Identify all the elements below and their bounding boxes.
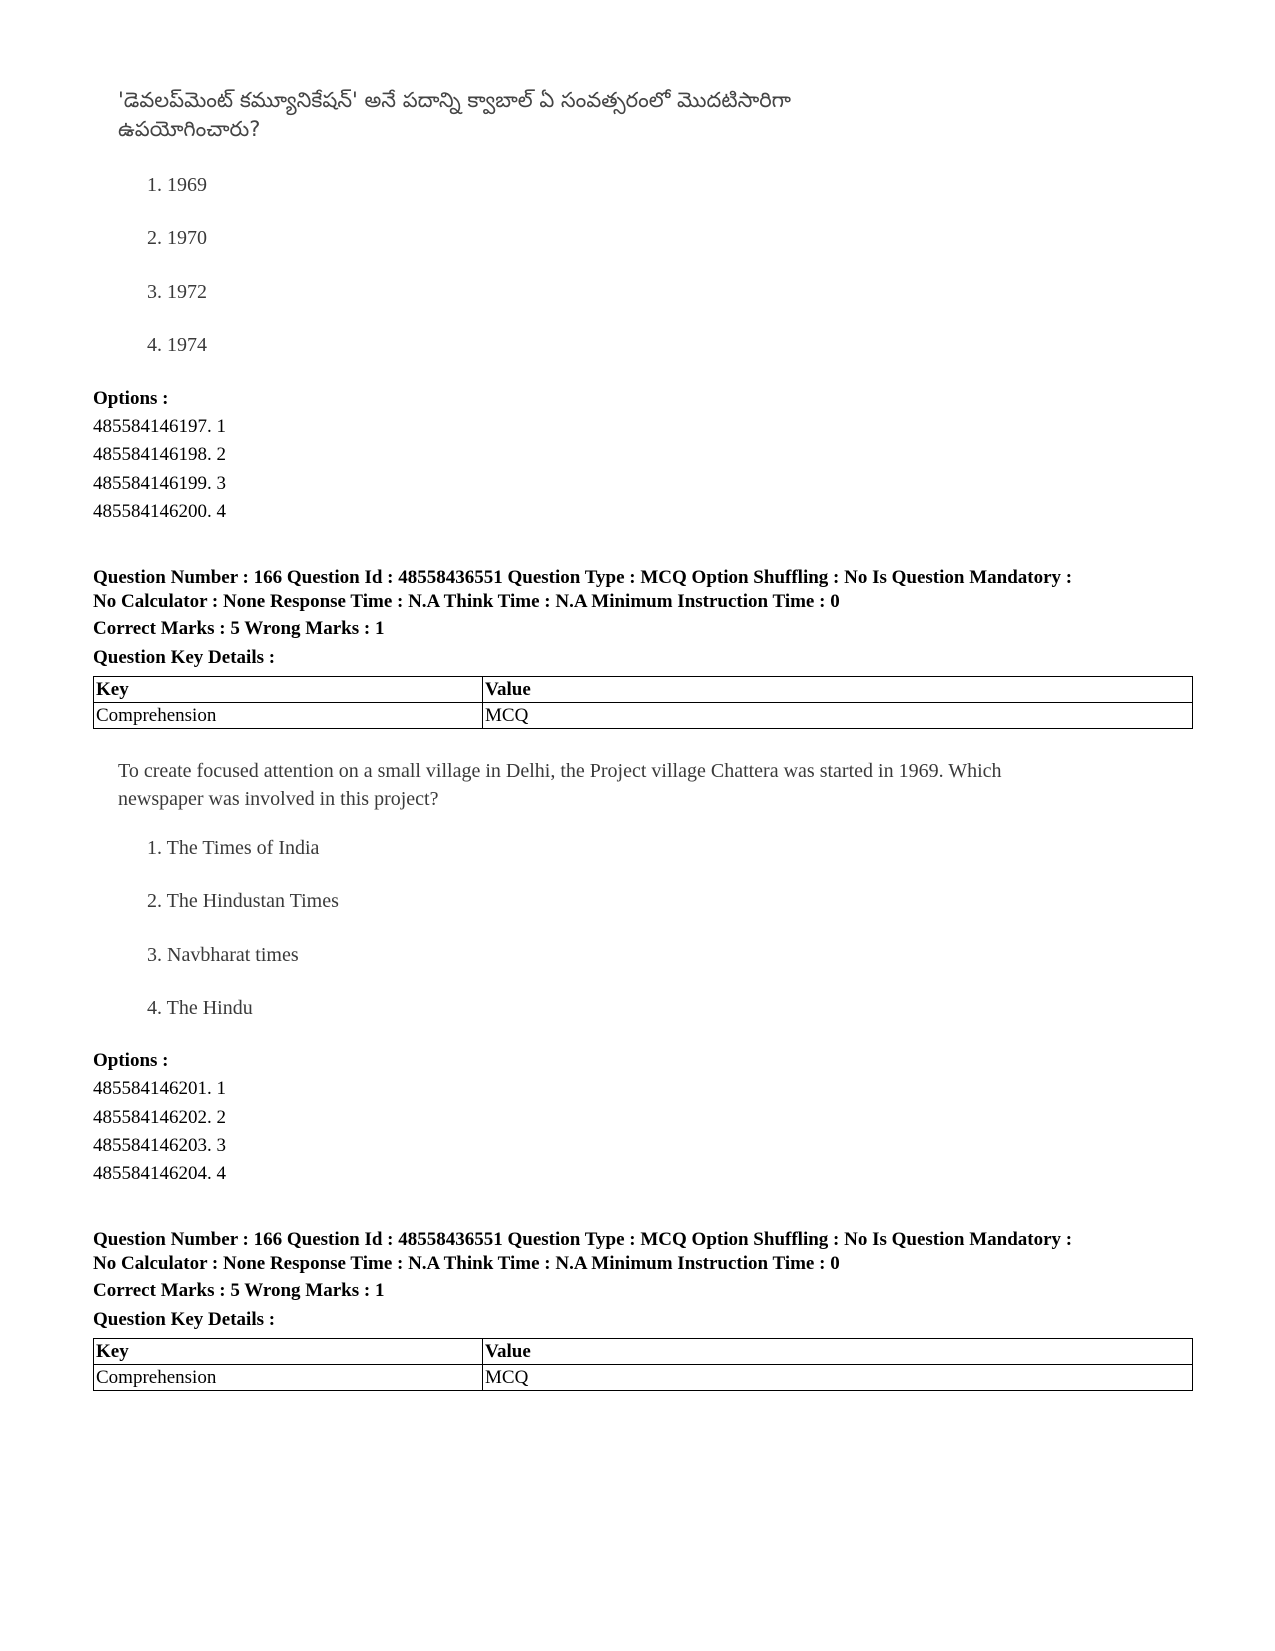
table-header-row [94,677,1193,703]
table-row [94,1365,1193,1391]
key-details-table [93,1338,1193,1391]
question-choice: 4. 1974 [147,334,207,356]
key-details-label: Question Key Details : [93,647,276,668]
question-image-english [118,757,1178,1027]
option-item: 485584146197. 1 [93,416,226,437]
table-row [94,703,1193,729]
option-item: 485584146203. 3 [93,1135,226,1156]
question-choice: 4. The Hindu [147,997,253,1019]
table-header-cell: Key [94,677,483,703]
question-text-line: To create focused attention on a small village in Delhi, the Project village Chattera was started in 1969. Which [118,760,1002,782]
table-header-cell: Value [483,1339,1193,1365]
meta-line: No Calculator : None Response Time : N.A Think Time : N.A Minimum Instruction Time : 0 [93,1253,840,1274]
table-cell: MCQ [483,703,1193,729]
question-text-line: newspaper was involved in this project? [118,788,439,810]
option-item: 485584146204. 4 [93,1163,226,1184]
option-item: 485584146198. 2 [93,444,226,465]
table-header-cell: Value [483,677,1193,703]
question-choice: 2. The Hindustan Times [147,890,339,912]
option-item: 485584146201. 1 [93,1078,226,1099]
meta-line: Question Number : 166 Question Id : 48558436551 Question Type : MCQ Option Shuffling : No Is Question Mandatory : [93,1229,1073,1250]
key-details-label: Question Key Details : [93,1309,276,1330]
options-label: Options : [93,388,169,409]
table-header-row [94,1339,1193,1365]
table-header-cell: Key [94,1339,483,1365]
marks-line: Correct Marks : 5 Wrong Marks : 1 [93,618,385,639]
question-meta [93,1228,1193,1276]
option-item: 485584146199. 3 [93,473,226,494]
question-choice: 3. 1972 [147,281,207,303]
option-item: 485584146202. 2 [93,1107,226,1128]
question-choice: 1. 1969 [147,174,207,196]
table-cell: MCQ [483,1365,1193,1391]
question-choice: 2. 1970 [147,227,207,249]
question-meta [93,566,1193,614]
key-details-table [93,676,1193,729]
marks-line: Correct Marks : 5 Wrong Marks : 1 [93,1280,385,1301]
table-cell: Comprehension [94,703,483,729]
question-image-telugu [118,86,1118,356]
option-item: 485584146200. 4 [93,501,226,522]
meta-line: Question Number : 166 Question Id : 48558436551 Question Type : MCQ Option Shuffling : No Is Question Mandatory : [93,567,1073,588]
meta-line: No Calculator : None Response Time : N.A Think Time : N.A Minimum Instruction Time : 0 [93,591,840,612]
question-text-line: ఉపయోగించారు? [118,117,261,141]
question-choice: 1. The Times of India [147,837,320,859]
question-choice: 3. Navbharat times [147,944,299,966]
table-cell: Comprehension [94,1365,483,1391]
question-text-line: 'డెవలప్‌మెంట్ కమ్యూనికేషన్' అనే పదాన్ని క్వాబాల్ ఏ సంవత్సరంలో మొదటిసారిగా [118,88,792,112]
options-label: Options : [93,1050,169,1071]
